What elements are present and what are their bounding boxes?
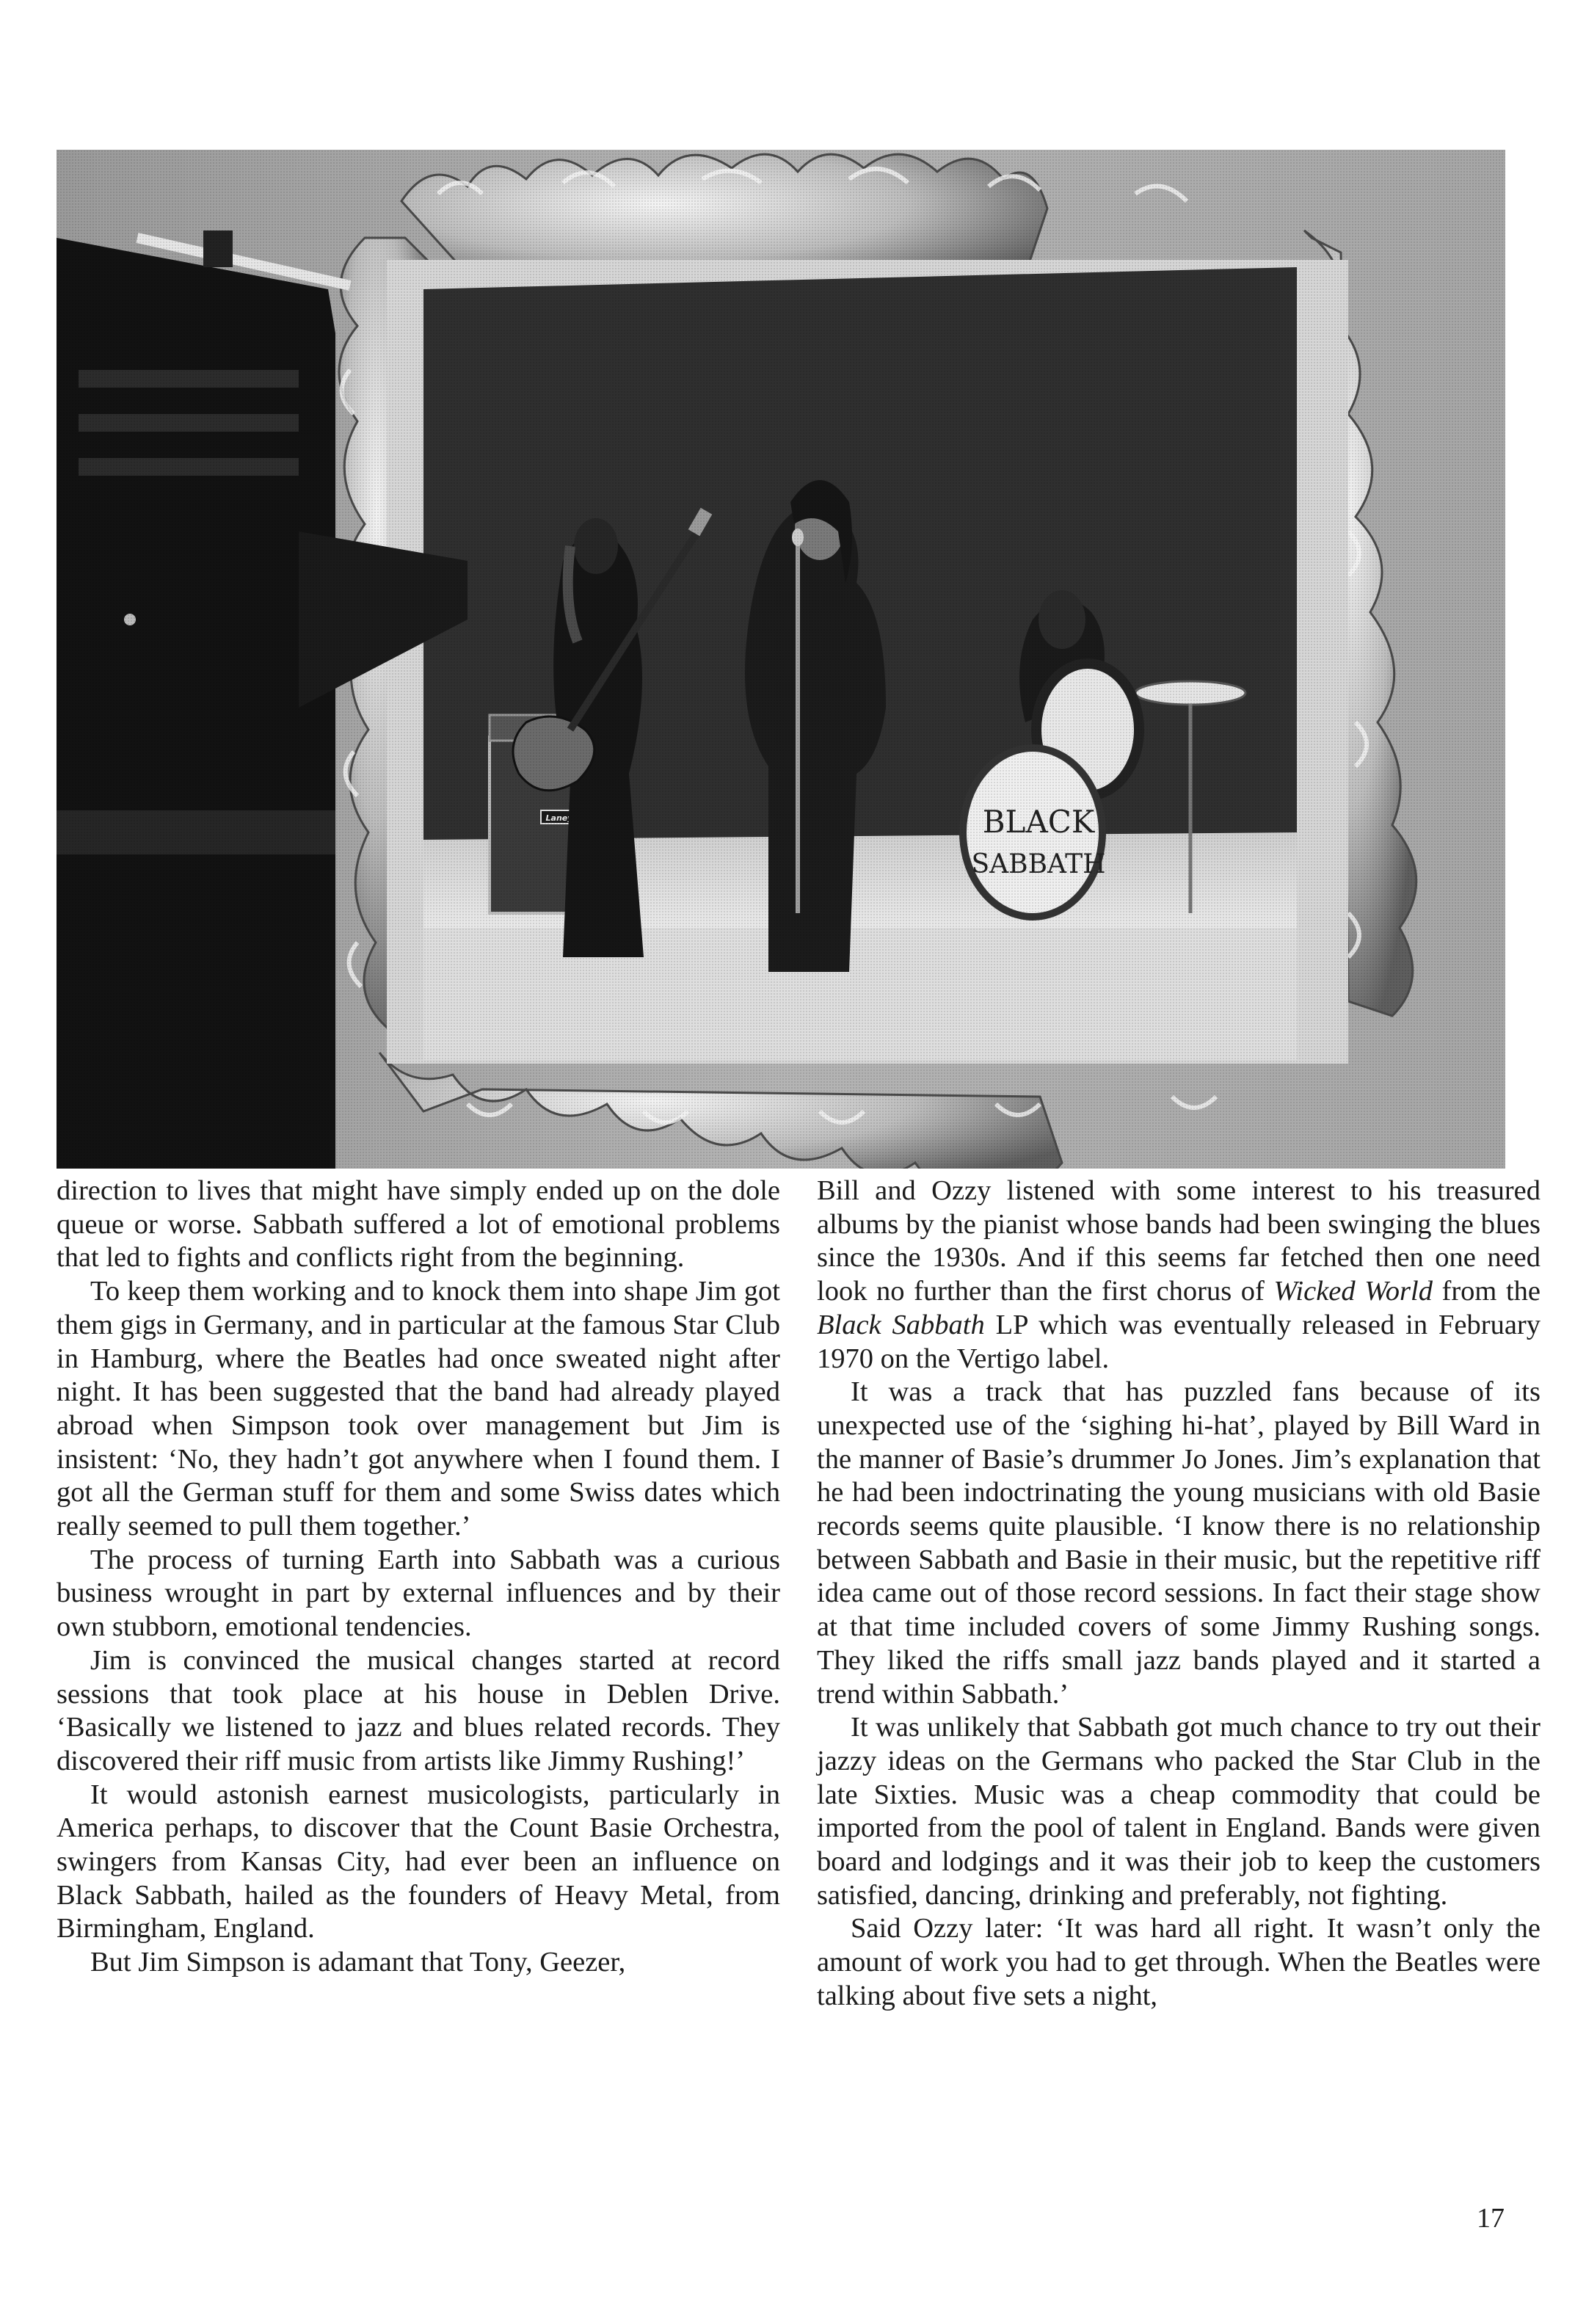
text-run: Said Ozzy later: ‘It was hard all right. It wasn’t only the amount of work you had to get through. When the Beatles were talking about five sets a night, bbox=[817, 1913, 1541, 2011]
paragraph bbox=[817, 1711, 1541, 1912]
paragraph: Jim is convinced the musical changes started at record sessions that took place at his house in Deblen Drive. ‘Basically we listened to jazz and blues related records. They discovered their riff music from artists like Jimmy Rushing!’ bbox=[57, 1644, 780, 1776]
paragraph: The process of turning Earth into Sabbath was a curious business wrought in part by external influences and by their own stubborn, emotional tendencies. bbox=[57, 1544, 780, 1643]
text-run: It was a track that has puzzled fans because of its unexpected use of the ‘sighing hi-hat’, played by Bill Ward in the manner of Basie’s drummer Jo Jones. Jim’s explanation that he had been indoctrinating the young musicians with old Basie records seems quite plausible. ‘I know there is no relationship between Sabbath and Basie in their music, but the repetitive riff idea came out of those record sessions. In fact their stage show at that time included covers of some Jimmy Rushing songs. They liked the riffs small jazz bands played and it started a trend within Sabbath.’ bbox=[817, 1376, 1541, 1710]
paragraph: direction to lives that might have simply ended up on the dole queue or worse. Sabbath suffered a lot of emotional problems that led to fights and conflicts right from the beginning. bbox=[57, 1175, 780, 1274]
paragraph: To keep them working and to knock them into shape Jim got them gigs in Germany, and in particular at the famous Star Club in Hamburg, where the Beatles had once sweated night after night. It has been suggested that the band had already played abroad when Simpson took over management but Jim is insistent: ‘No, they hadn’t got anywhere when I found them. I got all the German stuff for them and some Swiss dates which really seemed to pull them together.’ bbox=[57, 1276, 780, 1542]
article-photograph bbox=[57, 150, 1505, 1169]
text-run: LP which was eventually released in February 1970 on the Vertigo label. bbox=[817, 1309, 1541, 1374]
song-title: Wicked World bbox=[1273, 1276, 1433, 1307]
paragraph: It would astonish earnest musicologists, particularly in America perhaps, to discover that the Count Basie Orchestra, swingers from Kansas City, had ever been an influence on Black Sabbath, hailed as the founders of Heavy Metal, from Birmingham, England. bbox=[57, 1779, 780, 1944]
text-run: It was unlikely that Sabbath got much chance to try out their jazzy ideas on the Germans who packed the Star Club in the late Sixties. Music was a cheap commodity that could be imported from the pool of talent in England. Bands were given board and lodgings and it was their job to keep the customers satisfied, dancing, drinking and preferably, not fighting. bbox=[817, 1712, 1541, 1911]
text-run: Bill and Ozzy listened with some interest to his treasured albums by the pianist whose bands had been swinging the blues since the 1930s. And if this seems far fetched then one need look no further than the first chorus of bbox=[817, 1175, 1541, 1307]
text-run: from the bbox=[1432, 1276, 1541, 1307]
paragraph bbox=[817, 1376, 1541, 1711]
album-title: Black Sabbath bbox=[817, 1309, 985, 1340]
halftone-texture bbox=[57, 150, 1505, 1169]
paragraph bbox=[817, 1912, 1541, 2013]
article-column-left bbox=[57, 1174, 780, 1980]
article-column-right bbox=[817, 1174, 1541, 2013]
photo-scene bbox=[57, 150, 1505, 1169]
paragraph bbox=[817, 1174, 1541, 1376]
paragraph: But Jim Simpson is adamant that Tony, Geezer, bbox=[90, 1947, 626, 1978]
page-number: 17 bbox=[1477, 2203, 1505, 2234]
